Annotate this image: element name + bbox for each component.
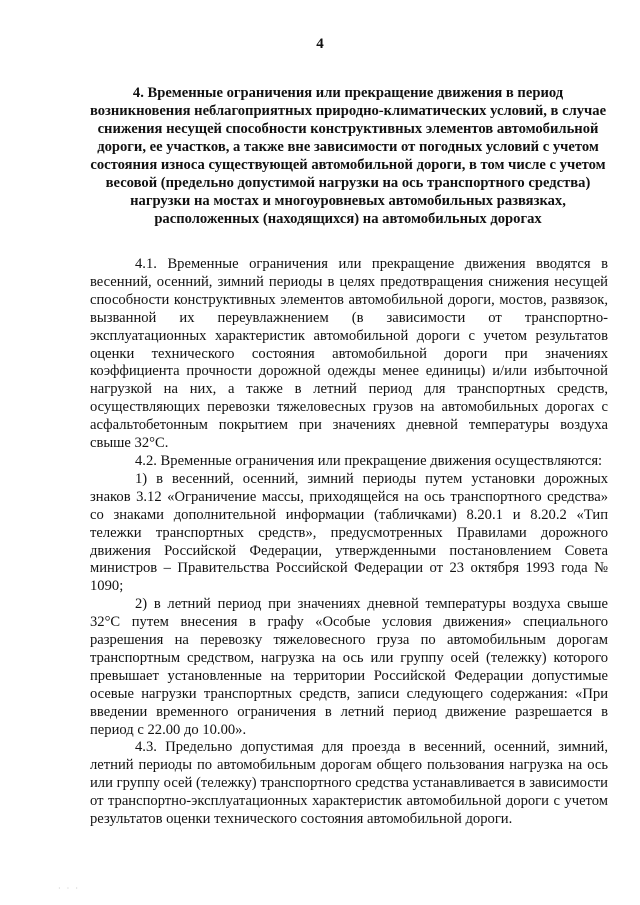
paragraph-4-2-item-2: 2) в летний период при значениях дневной температуры воздуха свыше 32°С путем внесения в графу «Особые условия движения» специального разрешения на перевозку тяжеловесного груза по автомобильным дорогам транспортным средством, нагрузка на ось или группу осей (тележку) которого превышает установленные на территории Российской Федерации допустимые осевые нагрузки транспортных средств, записи следующего содержания: «При введении временного ограничения в летний период движение разрешается в период с 22.00 до 10.00». — [90, 596, 608, 738]
document-body — [90, 256, 608, 829]
paragraph-4-3: 4.3. Предельно допустимая для проезда в весенний, осенний, зимний, летний периоды по автомобильным дорогам общего пользования нагрузка на ось или группу осей (тележку) транспортного средства устанавливается в зависимости от транспортно-эксплуатационных характеристик автомобильной дороги с учетом результатов оценки технического состояния автомобильной дороги. — [90, 739, 608, 828]
paragraph-4-2: 4.2. Временные ограничения или прекращение движения осуществляются: — [135, 452, 603, 469]
section-heading: 4. Временные ограничения или прекращение движения в период возникновения неблагоприятных природно-климатических условий, в случае снижения несущей способности конструктивных элементов автомобильной дороги, ее участков, а также вне зависимости от погодных условий с учетом состояния износа существующей автомобильной дороги, в том числе с учетом весовой (предельно допустимой нагрузки на ось транспортного средства) нагрузки на мостах и многоуровневых автомобильных развязках, расположенных (находящихся) на автомобильных дорогах — [89, 85, 607, 227]
scan-margin-mark: · · · — [58, 884, 80, 893]
paragraph-4-2-item-1: 1) в весенний, осенний, зимний периоды путем установки дорожных знаков 3.12 «Ограничение массы, приходящейся на ось транспортного средства» со знаками дополнительной информации (табличками) 8.20.1 и 8.20.2 «Тип тележки транспортных средств», предусмотренных Правилами дорожного движения Российской Федерации, утвержденными постановлением Совета министров – Правительства Российской Федерации от 23 октября 1993 года № 1090; — [90, 470, 608, 595]
page-number: 4 — [316, 36, 324, 52]
paragraph-4-1: 4.1. Временные ограничения или прекращение движения вводятся в весенний, осенний, зимний периоды в целях предотвращения снижения несущей способности конструктивных элементов автомобильной дороги, мостов, развязок, вызванной их переувлажнением (в зависимости от транспортно-эксплуатационных характеристик автомобильной дороги с учетом результатов оценки технического состояния автомобильной дороги при значениях коэффициента прочности дорожной одежды менее единицы) и/или избыточной нагрузкой на них, а также в летний период для транспортных средств, осуществляющих перевозки тяжеловесных грузов на автомобильных дорогах с асфальтобетонным покрытием при значениях дневной температуры воздуха свыше 32°С. — [90, 256, 608, 452]
